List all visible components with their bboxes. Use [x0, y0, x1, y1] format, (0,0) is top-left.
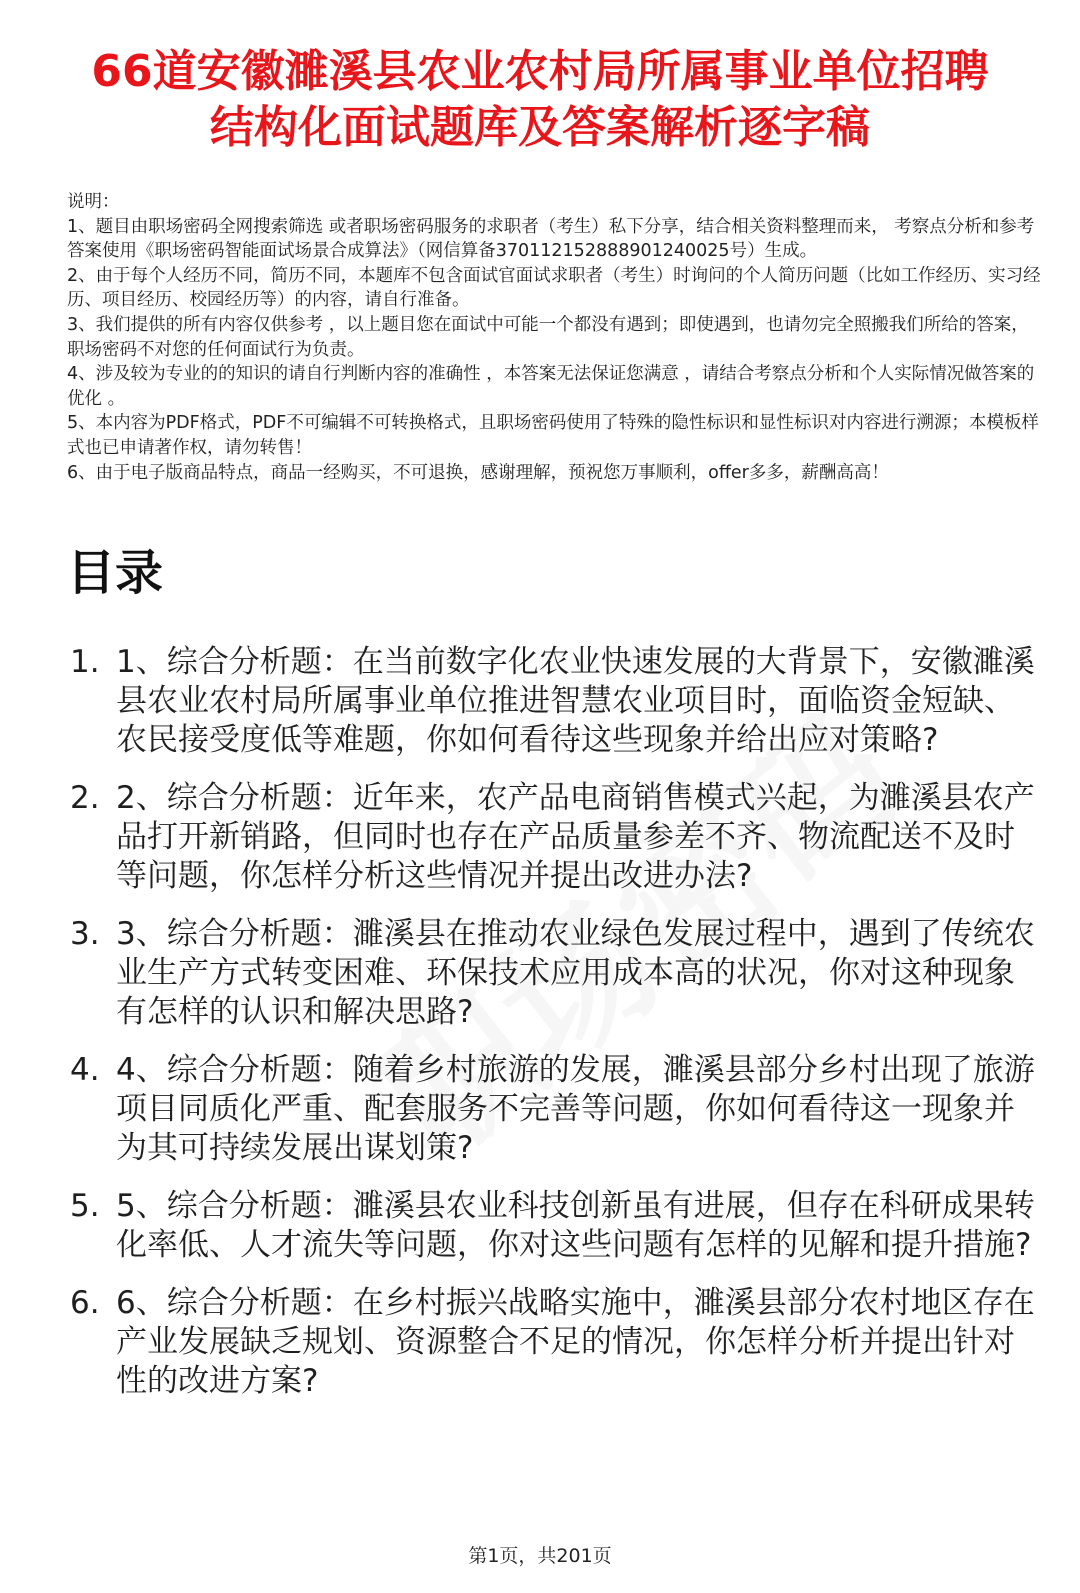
toc-item-text[interactable]: 2、综合分析题：近年来，农产品电商销售模式兴起，为濉溪县农产品打开新销路，但同时也存在产品质量参差不齐、物流配送不及时等问题，你怎样分析这些情况并提出改进办法?	[116, 780, 1035, 894]
toc-item[interactable]	[70, 1187, 1042, 1265]
toc-item[interactable]	[70, 643, 1042, 760]
toc-item-number: 2.	[70, 780, 100, 816]
toc-item[interactable]	[70, 1051, 1042, 1168]
notes-label: 说明：	[67, 192, 120, 212]
toc-item[interactable]	[70, 1284, 1042, 1401]
title-line-1: 66道安徽濉溪县农业农村局所属事业单位招聘	[91, 46, 989, 97]
toc-item-text[interactable]: 6、综合分析题：在乡村振兴战略实施中，濉溪县部分农村地区存在产业发展缺乏规划、资源整合不足的情况，你怎样分析并提出针对性的改进方案?	[116, 1285, 1035, 1399]
toc-item-text[interactable]: 5、综合分析题：濉溪县农业科技创新虽有进展，但存在科研成果转化率低、人才流失等问题，你对这些问题有怎样的见解和提升措施?	[116, 1188, 1035, 1263]
toc-item-number: 3.	[70, 916, 100, 952]
page-footer: 第1页，共201页	[468, 1545, 612, 1567]
note-item: 2、由于每个人经历不同，简历不同，本题库不包含面试官面试求职者（考生）时询问的个人简历问题（比如工作经历、实习经历、项目经历、校园经历等）的内容，请自行准备。	[67, 265, 1041, 311]
title-line-2: 结构化面试题库及答案解析逐字稿	[210, 102, 870, 153]
notes-section	[67, 190, 1042, 485]
toc-item-text[interactable]: 1、综合分析题：在当前数字化农业快速发展的大背景下，安徽濉溪县农业农村局所属事业单位推进智慧农业项目时，面临资金短缺、农民接受度低等难题，你如何看待这些现象并给出应对策略?	[116, 644, 1035, 758]
note-item: 4、涉及较为专业的的知识的请自行判断内容的准确性 ，本答案无法保证您满意 ，请结合考察点分析和个人实际情况做答案的优化 。	[67, 364, 1035, 409]
toc-item-text[interactable]: 3、综合分析题：濉溪县在推动农业绿色发展过程中，遇到了传统农业生产方式转变困难、环保技术应用成本高的状况，你对这种现象有怎样的认识和解决思路?	[116, 916, 1035, 1030]
toc-item-number: 6.	[70, 1285, 100, 1321]
note-item: 5、本内容为PDF格式，PDF不可编辑不可转换格式，且职场密码使用了特殊的隐性标识和显性标识对内容进行溯源；本模板样式也已申请著作权，请勿转售！	[67, 413, 1039, 458]
document-title	[40, 44, 1040, 156]
toc-item[interactable]	[70, 915, 1042, 1032]
note-item: 6、由于电子版商品特点，商品一经购买，不可退换，感谢理解，预祝您万事顺利，offer多多，薪酬高高！	[67, 462, 889, 483]
toc-heading: 目录	[67, 545, 164, 601]
toc-item-number: 4.	[70, 1052, 100, 1088]
toc-item-number: 5.	[70, 1188, 100, 1224]
note-item: 1、题目由职场密码全网搜索筛选 或者职场密码服务的求职者（考生）私下分享，结合相关资料整理而来， 考察点分析和参考答案使用《职场密码智能面试场景合成算法》（网信算备370112152888901240025号）生成。	[67, 216, 1035, 262]
note-item: 3、我们提供的所有内容仅供参考 ，以上题目您在面试中可能一个都没有遇到；即使遇到，也请勿完全照搬我们所给的答案，职场密码不对您的任何面试行为负责。	[67, 314, 1029, 360]
table-of-contents	[70, 643, 1042, 1420]
toc-item[interactable]	[70, 779, 1042, 896]
toc-item-text[interactable]: 4、综合分析题：随着乡村旅游的发展，濉溪县部分乡村出现了旅游项目同质化严重、配套服务不完善等问题，你如何看待这一现象并为其可持续发展出谋划策?	[116, 1052, 1035, 1166]
toc-item-number: 1.	[70, 644, 100, 680]
